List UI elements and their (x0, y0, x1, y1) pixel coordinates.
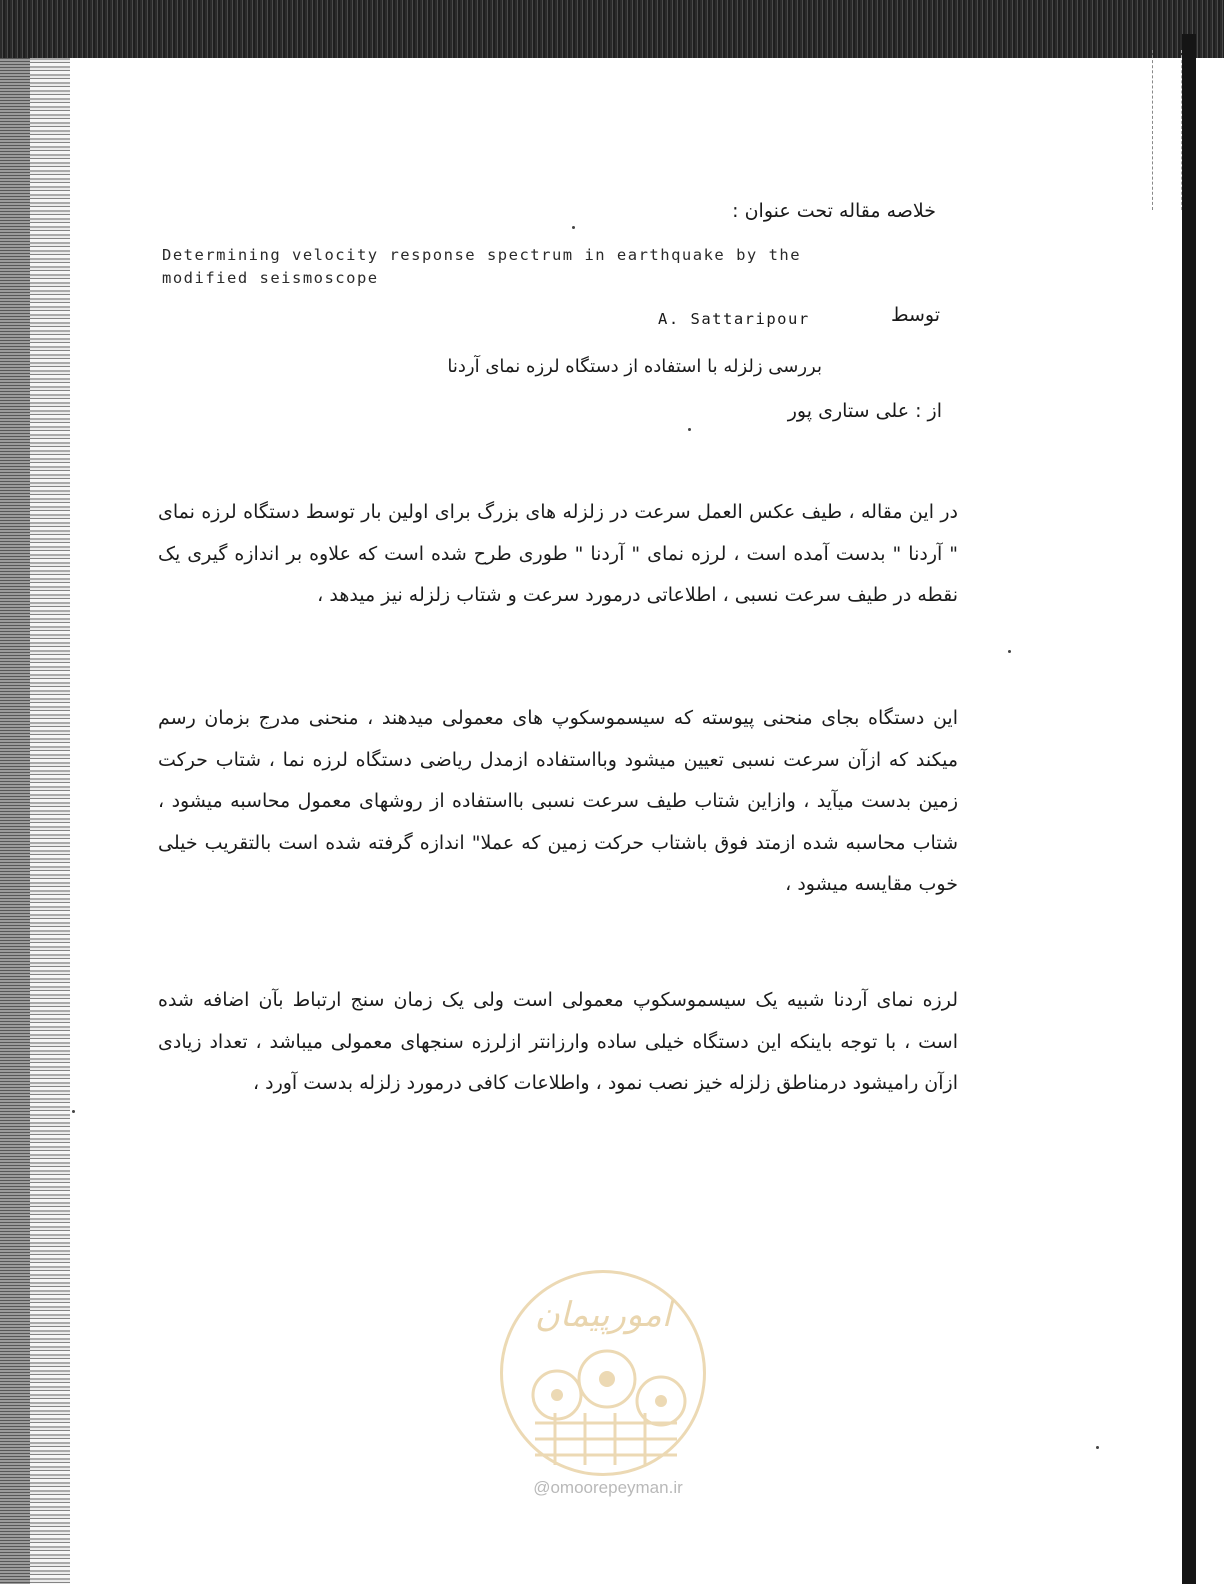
scan-left-edge (0, 58, 70, 1584)
watermark-url: @omoorepeyman.ir (533, 1478, 683, 1497)
author-english-name: A. Sattaripour (658, 310, 810, 328)
scan-speck (572, 226, 575, 229)
by-label: توسط (890, 304, 940, 326)
abstract-paragraph-1: در این مقاله ، طیف عکس العمل سرعت در زلزله های بزرگ برای اولین بار توسط دستگاه لرزه نمای " آردنا " بدست آمده است ، لرزه نمای " آردنا " طوری طرح شده است که علاوه بر اندازه گیری یک نقطه در طیف سرعت نسبی ، اطلاعاتی درمورد سرعت و شتاب زلزله نیز میدهد ، (158, 501, 958, 606)
summary-heading: خلاصه مقاله تحت عنوان : (732, 200, 936, 222)
abstract-paragraph-2: این دستگاه بجای منحنی پیوسته که سیسموسکوپ های معمولی میدهند ، منحنی مدرج بزمان رسم میکند که ازآن سرعت نسبی تعیین میشود وبااستفاده ازمدل ریاضی دستگاه لرزه نما ، شتاب حرکت زمین بدست میآید ، وازاین شتاب طیف سرعت نسبی بااستفاده از روشهای معمول محاسبه میشود ، شتاب محاسبه شده ازمتد فوق باشتاب حرکت زمین که عملا" اندازه گرفته شده است بالتقریب خیلی خوب مقایسه میشود ، (158, 707, 958, 895)
watermark-stamp-text: امورپیمان (534, 1295, 672, 1335)
abstract-paragraph-3: لرزه نمای آردنا شبیه یک سیسموسکوپ معمولی است ولی یک زمان سنج ارتباط بآن اضافه شده است ، با توجه باینکه این دستگاه خیلی ساده وارزانتر ازلرزه سنجهای معمولی میباشد ، تعداد زیادی ازآن رامیشود درمناطق زلزله خیز نصب نمود ، واطلاعات کافی درمورد زلزله بدست آورد ، (158, 989, 958, 1094)
english-title: Determining velocity response spectrum in earthquake by the modified seismoscope (162, 246, 802, 287)
scan-speck (72, 1110, 75, 1113)
persian-title: بررسی زلزله با استفاده از دستگاه لرزه نمای آردنا (447, 356, 822, 377)
scan-speck (688, 428, 691, 431)
scan-speck (1096, 1446, 1099, 1449)
author-persian-name: از : علی ستاری پور (787, 400, 942, 422)
scan-fold-mark (1152, 50, 1182, 210)
watermark-stamp (500, 1270, 706, 1476)
scan-speck (1008, 650, 1011, 653)
gears-icon (515, 1339, 697, 1469)
scan-right-edge (1182, 34, 1196, 1584)
scan-top-edge (0, 0, 1224, 58)
